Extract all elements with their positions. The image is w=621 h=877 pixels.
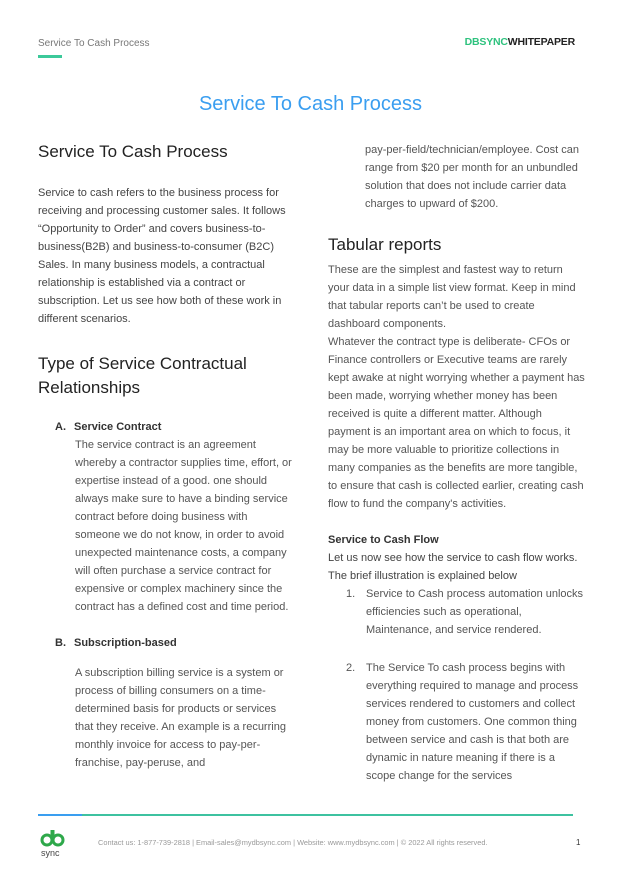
right-column [328,141,586,785]
list-item-text: The Service To cash process begins with everything required to manage and process services rendered to customers and collect money from customers. One common thing between service and cash is that both are dynamic in nature meaning if there is a scope change for the services [366,662,579,782]
tabular-heading: Tabular reports [328,235,442,254]
flow-intro: Let us now see how the service to cash flow works. The brief illustration is explained below [328,552,578,582]
tabular-paragraph-1: These are the simplest and fastest way to return your data in a simple list view format. Keep in mind that tabular reports can’t be used to create dashboard components. [328,264,576,330]
list-item [55,418,294,436]
dbsync-logo-icon [38,828,70,858]
types-heading: Type of Service Contractual Relationships [38,354,247,397]
continued-text: pay-per-field/technician/employee. Cost can range from $20 per month for an unbundled solution that does not include carrier data charges to upward of $200. [365,144,580,210]
list-item [55,634,294,652]
header-section-title: Service To Cash Process [38,38,150,49]
page-number: 1 [576,838,581,847]
intro-heading: Service To Cash Process [38,142,228,161]
list-item-text: Service to Cash process automation unlocks efficiencies such as operational, Maintenance, and service rendered. [366,588,584,636]
left-column [38,140,294,772]
page-title: Service To Cash Process [198,93,423,115]
dbsync-logo [38,828,70,858]
list-item-body: The service contract is an agreement whereby a contractor supplies time, effort, or expertise instead of a good. one should always make sure to have a binding service contract before doing business with someone we do not know, in order to avoid unexpected maintenance costs, a company will often purchase a service contract for expensive or complex machinery since the contract has a defined cost and time period. [75,439,292,613]
tabular-paragraph-2: Whatever the contract type is deliberate- CFOs or Finance controllers or Executive teams are rarely kept awake at night worrying whether a payment has been made, worrying whether money has been received is quite a different matter. Although payment is an important area on which to focus, it may be more valuable to prioritize collections in many companies as the benefits are more tangible, to ensure that cash is collected earlier, creating cash flow to fund the company's activities. [328,336,585,510]
footer-divider [38,814,573,816]
intro-paragraph: Service to cash refers to the business process for receiving and processing customer sales. It follows “Opportunity to Order” and covers business-to-business(B2B) and business-to-consumer (B2C) Sales. In many business models, a contractual relationship is established via a contract or subscription. Let us see how both of these work in different scenarios. [38,187,286,325]
list-item-title: Service Contract [74,421,162,433]
header-accent-bar [38,55,62,58]
list-number: 2. [346,662,356,674]
list-item [346,585,586,639]
list-number: 1. [346,588,356,600]
footer-contact: Contact us: 1-877-739-2818 | Email-sales@mydbsync.com | Website: www.mydbsync.com | © 2022 All rights reserved. [98,838,488,847]
list-marker: B. [55,637,66,649]
header-brand [465,36,575,48]
flow-heading: Service to Cash Flow [328,534,439,546]
list-marker: A. [55,421,66,433]
brand-name: DBSYNC [464,36,508,48]
list-item-title: Subscription-based [74,637,177,649]
list-item-body: A subscription billing service is a system or process of billing consumers on a time-determined basis for products or services that they receive. An example is a recurring monthly invoice for access to pay-per-franchise, pay-peruse, and [75,667,286,769]
list-item [346,659,586,785]
svg-text:sync: sync [41,848,60,858]
brand-suffix: WHITEPAPER [507,36,575,48]
